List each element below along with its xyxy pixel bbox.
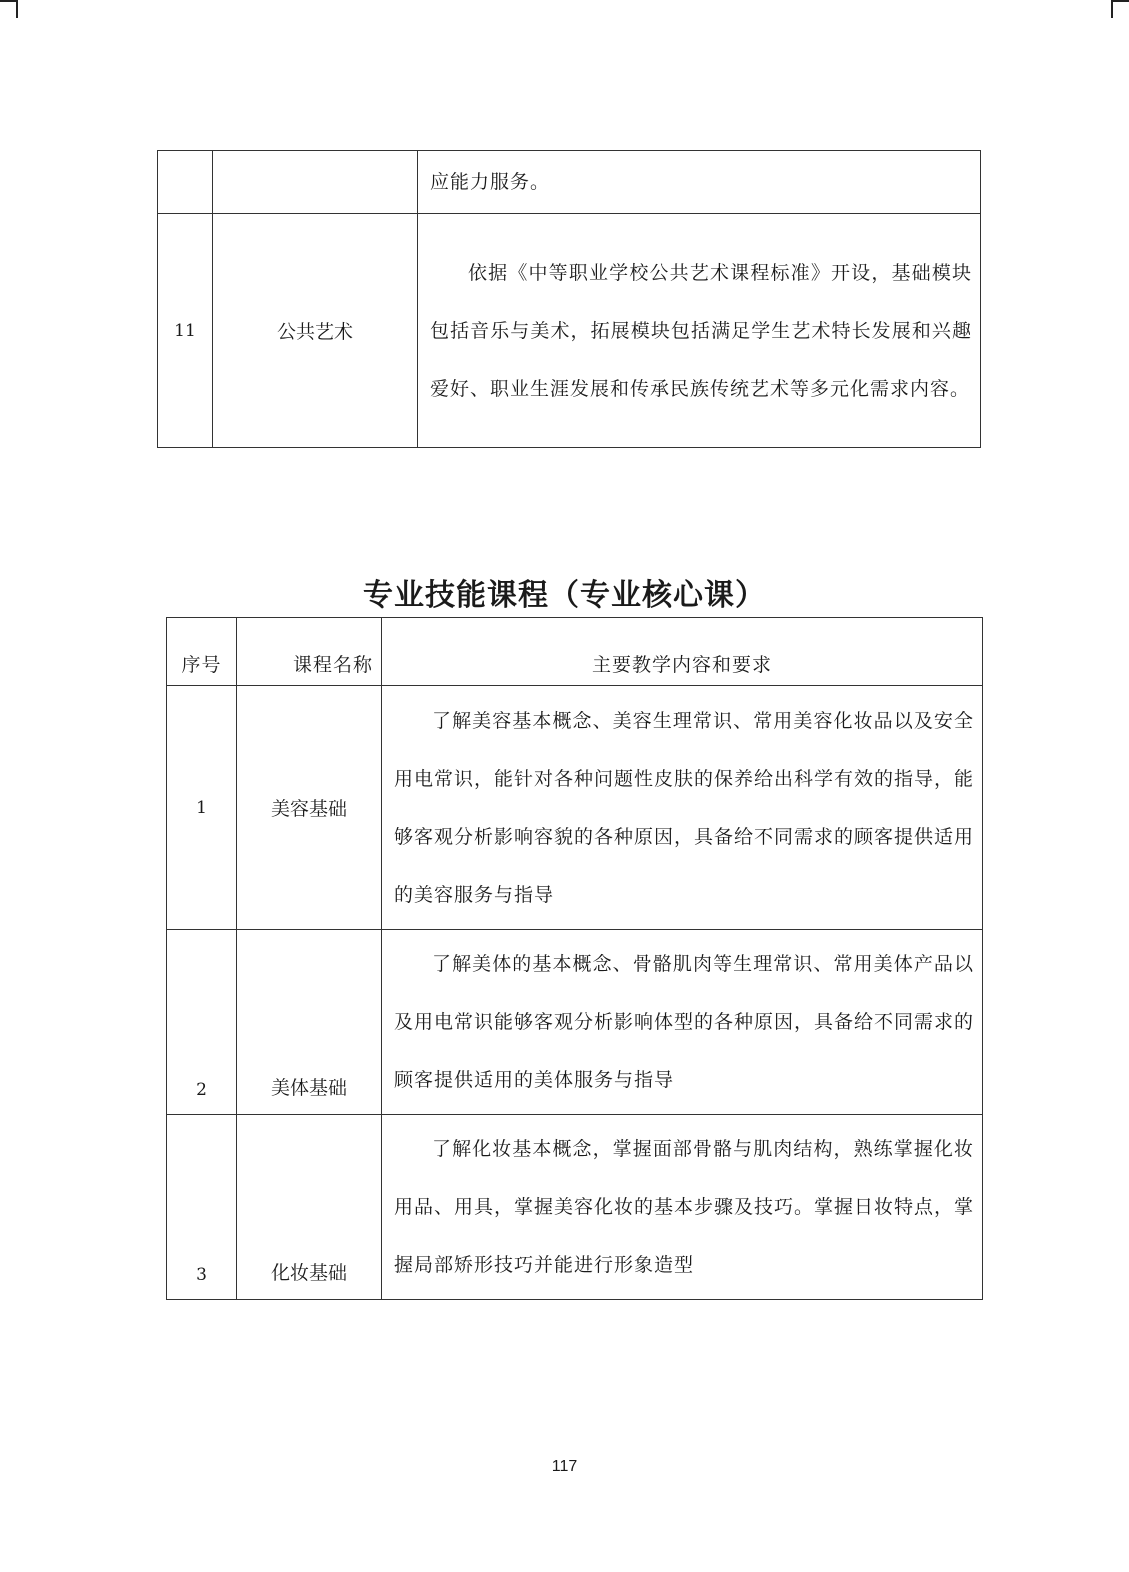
row-index [158, 151, 213, 214]
course-name: 化妆基础 [237, 1115, 382, 1300]
core-course-table [166, 617, 983, 1300]
course-name [213, 151, 418, 214]
section-title: 专业技能课程（专业核心课） [363, 578, 766, 613]
course-content: 了解化妆基本概念，掌握面部骨骼与肌肉结构，熟练掌握化妆用品、用具，掌握美容化妆的基本步骤及技巧。掌握日妆特点，掌握局部矫形技巧并能进行形象造型 [382, 1115, 983, 1300]
course-name: 美体基础 [237, 930, 382, 1115]
course-content: 依据《中等职业学校公共艺术课程标准》开设，基础模块包括音乐与美术，拓展模块包括满足学生艺术特长发展和兴趣爱好、职业生涯发展和传承民族传统艺术等多元化需求内容。 [418, 214, 981, 448]
course-content: 了解美体的基本概念、骨骼肌肉等生理常识、常用美体产品以及用电常识能够客观分析影响体型的各种原因，具备给不同需求的顾客提供适用的美体服务与指导 [382, 930, 983, 1115]
course-content: 应能力服务。 [418, 151, 981, 214]
course-name: 公共艺术 [213, 214, 418, 448]
crop-mark-top-right-vertical [1111, 0, 1113, 18]
row-index: 3 [167, 1115, 237, 1300]
course-content: 了解美容基本概念、美容生理常识、常用美容化妆品以及安全用电常识，能针对各种问题性皮肤的保养给出科学有效的指导，能够客观分析影响容貌的各种原因，具备给不同需求的顾客提供适用的美容服务与指导 [382, 686, 983, 930]
header-course-name: 课程名称 [237, 618, 382, 686]
table-row [158, 214, 981, 448]
table-row [167, 686, 983, 930]
crop-mark-top-right [1111, 0, 1129, 2]
row-index: 1 [167, 686, 237, 930]
crop-mark-top-left-vertical [16, 0, 18, 18]
table-row [167, 930, 983, 1115]
course-name: 美容基础 [237, 686, 382, 930]
page-number: 117 [551, 1458, 578, 1475]
table-header-row [167, 618, 983, 686]
header-index: 序号 [167, 618, 237, 686]
row-index: 11 [158, 214, 213, 448]
row-index: 2 [167, 930, 237, 1115]
continuation-table [157, 150, 981, 448]
header-content: 主要教学内容和要求 [382, 618, 983, 686]
table-row [158, 151, 981, 214]
table-row [167, 1115, 983, 1300]
